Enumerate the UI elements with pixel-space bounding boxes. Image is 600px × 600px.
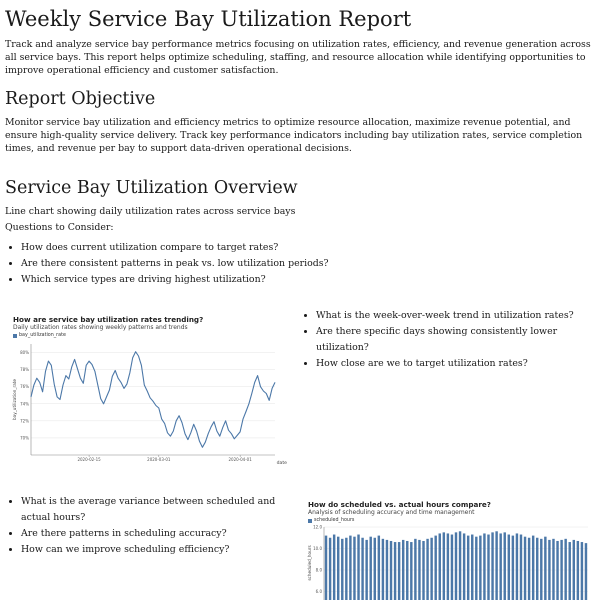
chart-title: How do scheduled vs. actual hours compare? <box>308 500 491 509</box>
bar <box>585 543 587 600</box>
bar <box>345 538 347 600</box>
bar <box>341 539 343 600</box>
y-tick-label: 78% <box>20 367 29 373</box>
series-line <box>31 352 275 448</box>
bar <box>467 536 469 600</box>
bar <box>459 531 461 600</box>
y-tick-label: 12.0 <box>313 524 322 530</box>
bar <box>487 535 489 600</box>
legend-swatch <box>308 519 312 523</box>
y-axis-label: scheduled_hours <box>307 545 312 581</box>
bar <box>455 532 457 600</box>
utilization-chart <box>13 315 293 470</box>
page-title: Weekly Service Bay Utilization Report <box>5 7 412 31</box>
bar <box>491 532 493 600</box>
bar <box>333 535 335 600</box>
bar <box>426 539 428 600</box>
bar <box>361 538 363 600</box>
bar <box>475 537 477 600</box>
scheduled-hours-chart <box>308 500 593 600</box>
y-tick-label: 70% <box>20 435 29 441</box>
legend-swatch <box>13 334 17 338</box>
y-tick-label: 74% <box>20 401 29 407</box>
bar <box>536 538 538 600</box>
legend-label: bay_utilization_rate <box>19 333 66 338</box>
y-tick-label: 72% <box>20 418 29 424</box>
bar <box>524 537 526 600</box>
chart-subtitle: Daily utilization rates showing weekly patterns and trends <box>13 324 188 331</box>
bar <box>414 539 416 600</box>
bar <box>378 536 380 600</box>
report-intro: Track and analyze service bay performance metrics focusing on utilization rates, efficiency, and revenue generation across all service bays. This report helps optimize scheduling, staffing, and resource allocation while identifying opportunities to improve operational efficiency and customer satisfaction. <box>5 39 591 76</box>
overview-heading: Service Bay Utilization Overview <box>5 178 298 198</box>
bar <box>418 540 420 600</box>
bar <box>573 540 575 600</box>
bar <box>390 541 392 600</box>
bar <box>516 533 518 600</box>
bar <box>402 540 404 600</box>
bar <box>540 539 542 600</box>
bar <box>357 535 359 600</box>
bar <box>325 536 327 600</box>
y-tick-label: 8.0 <box>315 567 322 573</box>
list-item: • Are there patterns in scheduling accuracy? <box>21 526 300 542</box>
bar <box>552 539 554 600</box>
line-chart-plot <box>13 338 293 466</box>
list-item: • Are there specific days showing consistently lower utilization? <box>316 324 595 356</box>
bar <box>422 541 424 600</box>
bar <box>329 538 331 600</box>
x-axis-label: date <box>276 461 287 466</box>
y-tick-label: 76% <box>20 384 29 390</box>
bar-chart-plot <box>308 523 593 595</box>
bar <box>504 532 506 600</box>
bar <box>386 540 388 600</box>
bar <box>443 532 445 600</box>
bar <box>382 539 384 600</box>
bar <box>406 541 408 600</box>
bar <box>394 542 396 600</box>
bar <box>463 533 465 600</box>
bar <box>528 538 530 600</box>
y-tick-label: 6.0 <box>315 589 322 594</box>
bar <box>499 533 501 600</box>
bar <box>439 533 441 600</box>
list-item: • How does current utilization compare to target rates? <box>21 240 593 256</box>
bar <box>471 535 473 600</box>
list-item: • How close are we to target utilization rates? <box>316 356 595 372</box>
y-axis-label: bay_utilization_rate <box>12 379 17 420</box>
bar <box>479 536 481 600</box>
bar <box>556 541 558 600</box>
chart-subtitle: Analysis of scheduling accuracy and time management <box>308 509 475 516</box>
side-question-list <box>300 308 595 372</box>
questions-label: Questions to Consider: <box>5 222 114 233</box>
bar <box>581 542 583 600</box>
bar <box>560 540 562 600</box>
y-tick-label: 80% <box>20 350 29 356</box>
bar <box>451 535 453 600</box>
list-item: • What is the week-over-week trend in utilization rates? <box>316 308 595 324</box>
bar <box>520 535 522 600</box>
bar <box>353 537 355 600</box>
chart-title: How are service bay utilization rates trending? <box>13 315 204 324</box>
bar <box>365 540 367 600</box>
list-item: • How can we improve scheduling efficiency? <box>21 542 300 558</box>
bar <box>447 533 449 600</box>
list-item: • Are there consistent patterns in peak vs. low utilization periods? <box>21 256 593 272</box>
bar <box>569 542 571 600</box>
bar <box>508 535 510 600</box>
bar <box>548 540 550 600</box>
bar <box>483 533 485 600</box>
bar <box>564 539 566 600</box>
bar <box>410 542 412 600</box>
bar <box>398 542 400 600</box>
bar <box>512 536 514 600</box>
x-tick-label: 2020-03-01 <box>147 457 171 462</box>
objective-heading: Report Objective <box>5 89 156 109</box>
chart-description: Line chart showing daily utilization rates across service bays <box>5 206 296 217</box>
bar <box>369 537 371 600</box>
x-tick-label: 2020-02-15 <box>77 457 101 462</box>
x-tick-label: 2020-04-01 <box>228 457 252 462</box>
question-list <box>5 240 593 288</box>
bar <box>430 538 432 600</box>
bar <box>337 537 339 600</box>
bar <box>544 537 546 600</box>
y-tick-label: 10.0 <box>313 546 322 551</box>
schedule-question-list <box>5 494 300 558</box>
legend-label: scheduled_hours <box>314 518 355 523</box>
objective-text: Monitor service bay utilization and efficiency metrics to optimize resource allocation, maximize revenue potential, and ensure high-quality service delivery. Track key performance indicators including bay utilization rates, service completion times, and revenue per bay to support data-driven operational decisions. <box>5 117 583 154</box>
bar <box>577 541 579 600</box>
list-item: • Which service types are driving highest utilization? <box>21 272 593 288</box>
report-page <box>5 0 593 288</box>
bar <box>349 536 351 600</box>
bar <box>532 536 534 600</box>
bar <box>374 538 376 600</box>
bar <box>495 531 497 600</box>
list-item: • What is the average variance between scheduled and actual hours? <box>21 494 300 526</box>
bar <box>434 536 436 600</box>
